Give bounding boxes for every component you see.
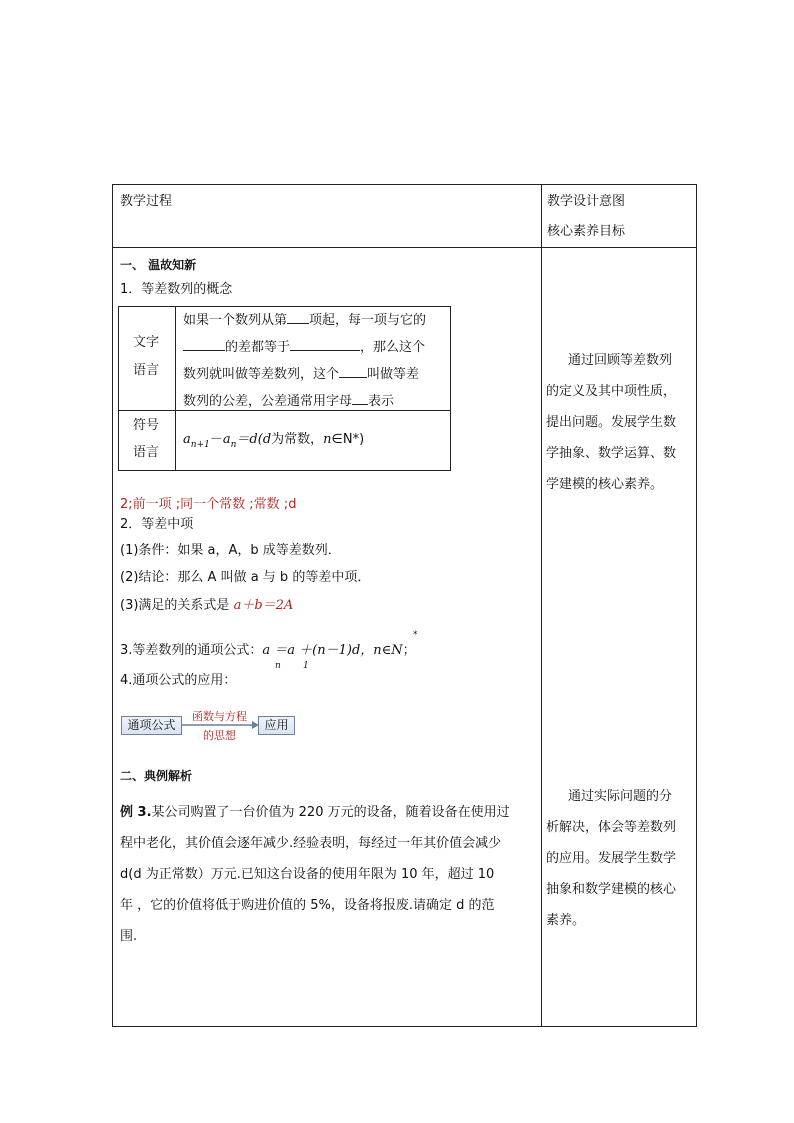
- item1-heading: 1．等差数列的概念: [120, 282, 233, 297]
- concept-line2-a: 的差都等于: [225, 340, 291, 355]
- formula-minus: －: [209, 432, 223, 447]
- general-term-sub-1: 1: [303, 661, 309, 671]
- example-line-2: 程中老化，其价值会逐年减少.经验表明，每经过一年其价值会减少: [120, 836, 502, 851]
- concept-label-text1: 文字: [133, 335, 160, 350]
- formula-sub1: n+1: [190, 440, 210, 450]
- intent-paragraph-2: [546, 781, 694, 936]
- formula-star: *): [352, 432, 365, 447]
- column-divider: [541, 185, 542, 1026]
- answer-key: 2;前一项 ;同一个常数 ;常数 ;d: [120, 497, 297, 512]
- diagram-label-top: 函数与方程: [192, 710, 247, 723]
- concept-label-text2: 语言: [133, 363, 160, 378]
- concept-line1-b: 项起，每一项与它的: [309, 313, 427, 328]
- example-line-4: 年 ，它的价值将低于购进价值的 5%，设备将报废.请确定 d 的范: [120, 898, 495, 913]
- general-term-end: ；: [402, 643, 416, 658]
- median-relation: [120, 597, 293, 615]
- blank-5: [352, 390, 368, 405]
- concept-line3: [183, 363, 419, 385]
- concept-line2: [183, 336, 425, 358]
- relation-prefix: (3)满足的关系式是: [120, 598, 234, 613]
- blank-1: [287, 309, 309, 324]
- relation-formula: a＋b＝2A: [233, 598, 294, 613]
- intent2-line4: 抽象和数学建模的核心: [546, 882, 677, 897]
- median-condition: (1)条件：如果 a，A，b 成等差数列．: [120, 543, 341, 558]
- example-label: 例 3.: [120, 805, 152, 820]
- item2-heading: 2．等差中项: [120, 517, 194, 532]
- concept-table-divider-v: [175, 307, 176, 470]
- symbol-label-text2: 语言: [133, 445, 160, 460]
- header-divider: [113, 247, 696, 248]
- example-line-1: [120, 797, 510, 828]
- general-term: [120, 642, 416, 660]
- intent1-line1: 通过回顾等差数列: [568, 353, 673, 368]
- blank-4: [339, 363, 367, 378]
- median-conclusion: (2)结论：那么 A 叫做 a 与 b 的等差中项．: [120, 570, 371, 585]
- header-teaching-process: 教学过程: [120, 194, 173, 209]
- diagram-box-general-term: 通项公式: [121, 716, 182, 735]
- intent1-line5: 学建模的核心素养。: [546, 477, 664, 492]
- concept-line1-a: 如果一个数列从第: [183, 313, 288, 328]
- blank-2: [183, 336, 225, 351]
- concept-line3-b: 叫做等差: [367, 367, 420, 382]
- formula-c: a: [222, 432, 231, 447]
- header-design-intent: 教学设计意图: [547, 194, 626, 209]
- intent2-line5: 素养。: [546, 913, 586, 928]
- formula-e: 为常数，: [271, 432, 324, 447]
- example-line-5: 围.: [120, 929, 138, 944]
- item4-heading: 4.通项公式的应用：: [120, 673, 237, 688]
- blank-3: [290, 336, 360, 351]
- symbol-label-text1: 符号: [133, 418, 160, 433]
- intent1-line4: 学抽象、数学运算、数: [546, 446, 677, 461]
- concept-line3-a: 数列就叫做等差数列，这个: [183, 367, 340, 382]
- intent1-line3: 提出问题。发展学生数: [546, 415, 677, 430]
- concept-line2-b: ，那么这个: [360, 340, 426, 355]
- general-term-prefix: 3.等差数列的通项公式：: [120, 643, 263, 658]
- intent1-line2: 的定义及其中项性质，: [546, 384, 677, 399]
- concept-line4-a: 数列的公差，公差通常用字母: [183, 394, 353, 409]
- general-term-star: *: [413, 630, 418, 640]
- general-term-rest: ＝a ＋(n－1)d，n∈N: [270, 643, 403, 658]
- intent2-line1: 通过实际问题的分: [568, 789, 673, 804]
- example-text-1: 某公司购置了一台价值为 220 万元的设备，随着设备在使用过: [151, 805, 510, 820]
- diagram-label-bottom: 的思想: [203, 729, 236, 742]
- header-core-literacy: 核心素养目标: [547, 224, 626, 239]
- intent2-line3: 的应用。发展学生数学: [546, 851, 677, 866]
- formula-n: n: [323, 432, 332, 447]
- symbol-formula: [183, 430, 364, 451]
- section1-title: 一、 温故知新: [120, 258, 197, 272]
- section2-title: 二、典例解析: [120, 769, 193, 783]
- concept-line4-b: 表示: [368, 394, 395, 409]
- formula-d: ＝d(d: [236, 432, 272, 447]
- general-term-sub-n: n: [275, 661, 281, 671]
- diagram-arrow-icon: [182, 718, 260, 732]
- example-problem: [120, 797, 510, 952]
- formula-sub2: n: [230, 440, 237, 450]
- general-term-a: a: [262, 643, 271, 658]
- concept-line1: [183, 309, 426, 331]
- diagram-box-application: 应用: [258, 716, 295, 735]
- formula-in-n: ∈N: [331, 432, 353, 447]
- intent2-line2: 析解决，体会等差数列: [546, 820, 677, 835]
- concept-line4: [183, 390, 394, 412]
- intent-paragraph-1: [546, 345, 694, 500]
- formula-a: a: [183, 432, 191, 447]
- example-line-3: d(d 为正常数）万元.已知这台设备的使用年限为 10 年，超过 10: [120, 867, 495, 882]
